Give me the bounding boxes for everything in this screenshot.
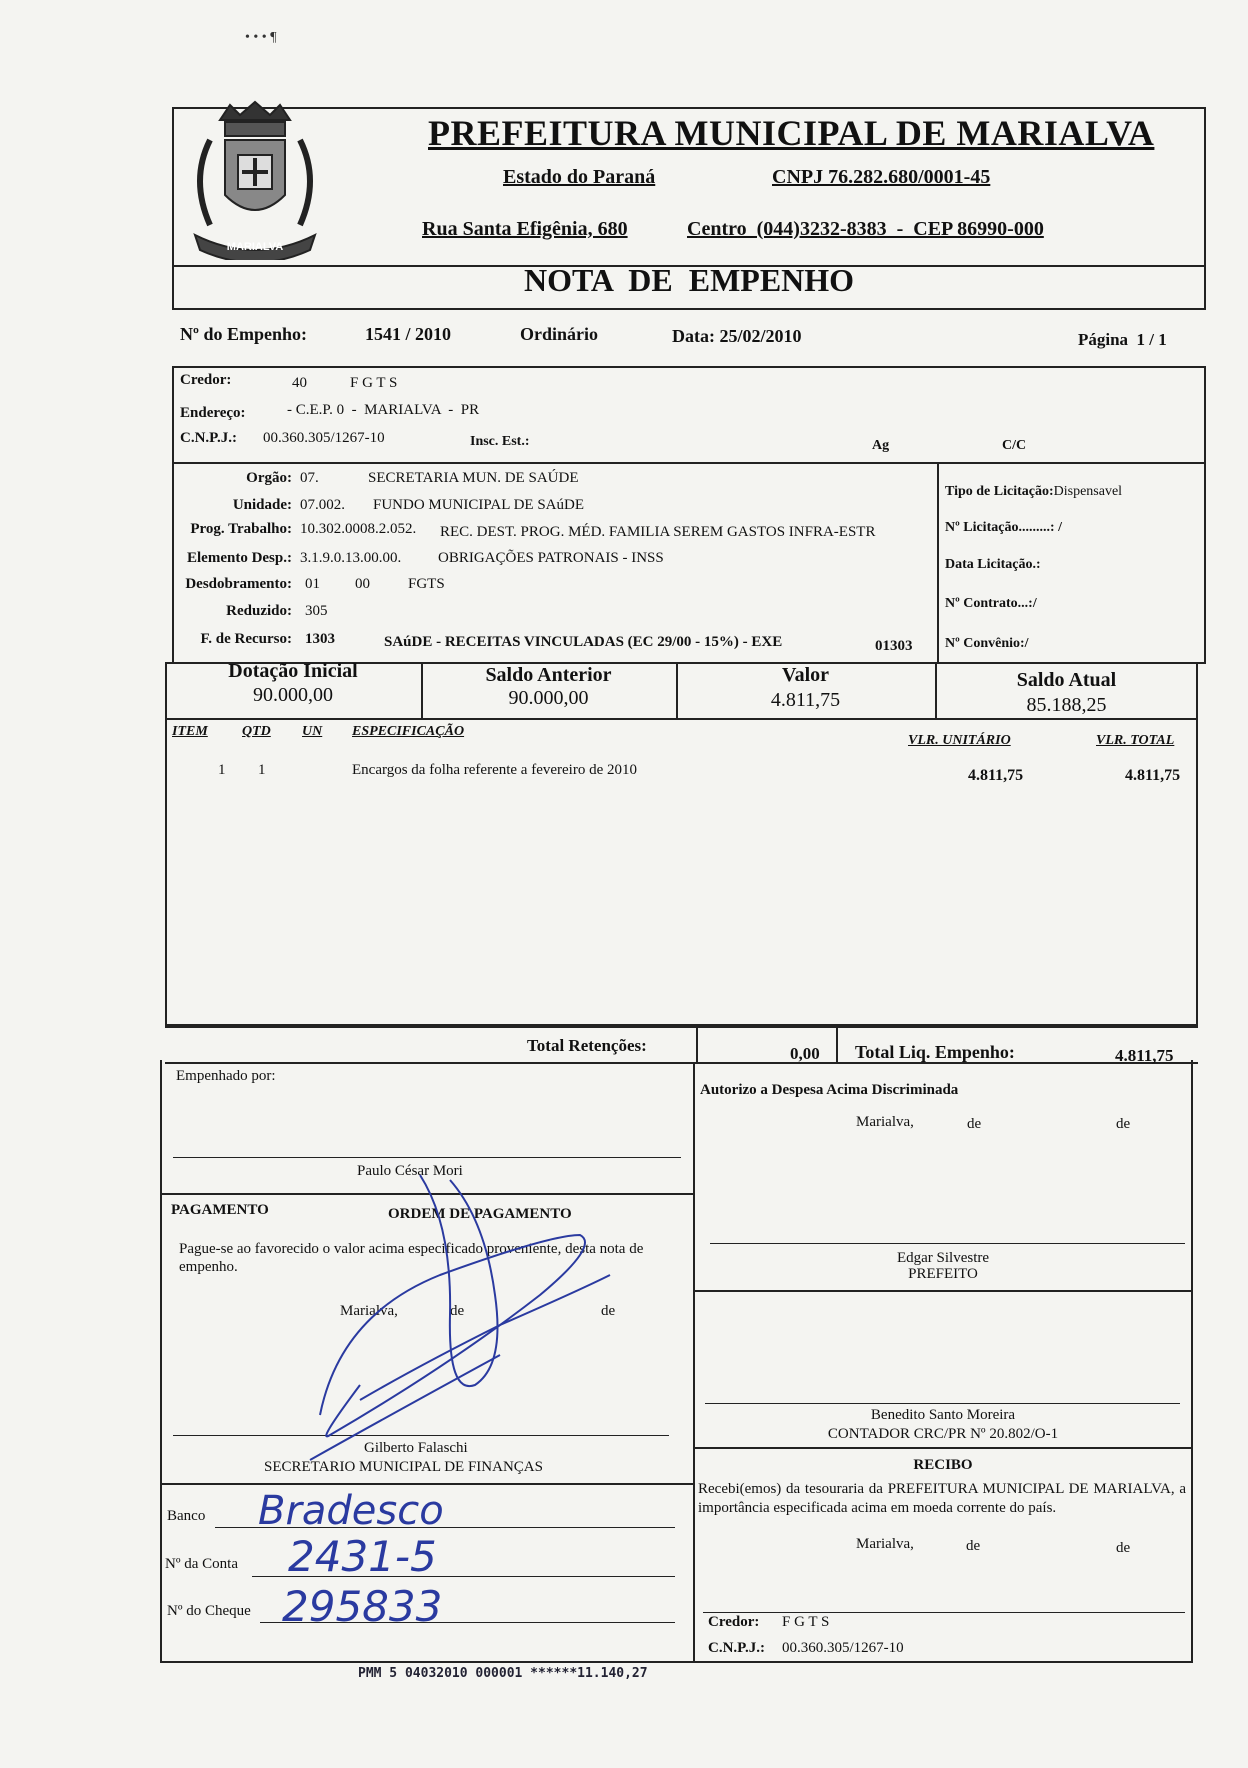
empenho-type: Ordinário (520, 324, 599, 344)
recibo-cnpj-label: C.N.P.J.: (708, 1640, 765, 1656)
credor-label: Credor: (180, 372, 232, 388)
col-spec: ESPECIFICAÇÃO (352, 724, 465, 739)
item-description: Encargos da folha referente a fevereiro de 2010 (352, 762, 637, 778)
desdobramento-label: Desdobramento: (185, 576, 292, 592)
divider (165, 1026, 1198, 1028)
item-total: 4.811,75 (1125, 767, 1181, 784)
prog-code: 10.302.0008.2.052. (300, 521, 417, 537)
dotacao-label: Dotação Inicial (228, 660, 358, 682)
saldo-anterior-value: 90.000,00 (508, 687, 589, 709)
cheque-label: Nº do Cheque (167, 1603, 251, 1619)
conta-label: Nº da Conta (165, 1556, 238, 1572)
secretary-name: Gilberto Falaschi (364, 1440, 468, 1456)
divider (696, 1026, 698, 1062)
valor-value: 4.811,75 (770, 689, 841, 711)
cheque-handwritten: 295833 (282, 1582, 443, 1631)
item-unit-price: 4.811,75 (968, 767, 1024, 784)
divider (693, 1447, 1193, 1449)
unidade-code: 07.002. (300, 497, 345, 513)
items-area (165, 718, 1198, 1026)
recibo-title: RECIBO (913, 1457, 973, 1473)
credor-code: 40 (292, 375, 307, 391)
signature-line (705, 1403, 1180, 1404)
col-un: UN (302, 724, 323, 739)
pagamento-text: Pague-se ao favorecido o valor acima especificado proveniente, desta nota de empenho. (179, 1241, 644, 1275)
item-qty: 1 (258, 762, 266, 778)
credor-address: - C.E.P. 0 - MARIALVA - PR (287, 402, 480, 418)
recurso-number: 01303 (875, 638, 913, 654)
total-liq-value: 4.811,75 (1115, 1046, 1174, 1065)
signature-line (710, 1243, 1185, 1244)
autorizo-de-2: de (1116, 1116, 1131, 1132)
saldo-atual-label: Saldo Atual (1016, 669, 1117, 691)
elemento-code: 3.1.9.0.13.00.00. (300, 550, 402, 566)
empenho-number: 1541 / 2010 (365, 324, 452, 344)
header-cnpj: CNPJ 76.282.680/0001-45 (772, 166, 991, 188)
desdobramento-name: FGTS (408, 576, 445, 592)
recibo-city: Marialva, (856, 1536, 914, 1552)
contrato-number: Nº Contrato...:/ (945, 596, 1037, 611)
licitacao-date: Data Licitação.: (945, 557, 1041, 572)
mayor-role: PREFEITO (908, 1266, 978, 1282)
header-state: Estado do Paraná (503, 166, 656, 188)
accountant-name: Benedito Santo Moreira (870, 1407, 1016, 1423)
pagamento-label: PAGAMENTO (171, 1202, 269, 1218)
orgao-name: SECRETARIA MUN. DE SAÚDE (368, 470, 579, 486)
reduzido-label: Reduzido: (226, 603, 292, 619)
col-qtd: QTD (242, 724, 271, 739)
col-unit-value: VLR. UNITÁRIO (908, 733, 1011, 748)
dotacao-value: 90.000,00 (253, 684, 333, 706)
ordem-pagamento-label: ORDEM DE PAGAMENTO (388, 1206, 572, 1222)
doc-title: NOTA DE EMPENHO (523, 262, 855, 298)
pagamento-de-2: de (601, 1303, 616, 1319)
col-item: ITEM (172, 724, 208, 739)
autorizo-title: Autorizo a Despesa Acima Discriminada (700, 1082, 959, 1098)
saldo-atual-value: 85.188,25 (1026, 694, 1107, 716)
unidade-label: Unidade: (232, 497, 292, 513)
saldo-anterior-label: Saldo Anterior (485, 664, 612, 686)
prog-name: REC. DEST. PROG. MÉD. FAMILIA SEREM GASTOS INFRA-ESTR (440, 524, 876, 540)
col-total-value: VLR. TOTAL (1096, 733, 1175, 748)
signature-line (703, 1612, 1185, 1613)
licitacao-tipo-label: Tipo de Licitação: (945, 484, 1054, 499)
elemento-label: Elemento Desp.: (187, 550, 292, 566)
empenhado-name: Paulo César Mori (357, 1163, 463, 1179)
empenho-label: Nº do Empenho: (180, 324, 307, 344)
recurso-label: F. de Recurso: (200, 631, 292, 647)
pagamento-de-1: de (450, 1303, 465, 1319)
accountant-role: CONTADOR CRC/PR Nº 20.802/O-1 (827, 1426, 1059, 1442)
autorizo-de-1: de (967, 1116, 982, 1132)
divider (937, 462, 939, 664)
desdobramento-b: 00 (355, 576, 370, 592)
recurso-name: SAúDE - RECEITAS VINCULADAS (EC 29/00 - 15%) - EXE (384, 634, 783, 650)
banco-handwritten: Bradesco (258, 1488, 444, 1534)
unidade-name: FUNDO MUNICIPAL DE SAúDE (373, 497, 584, 513)
cnpj-label: C.N.P.J.: (180, 430, 237, 446)
convenio-number: Nº Convênio:/ (945, 636, 1029, 651)
banco-label: Banco (167, 1508, 206, 1524)
signature-line (173, 1157, 681, 1158)
valor-label: Valor (781, 664, 830, 686)
recibo-credor-label: Credor: (708, 1614, 760, 1630)
address-label: Endereço: (180, 405, 246, 421)
divider (693, 1290, 1193, 1292)
handwritten-signature-icon (300, 1165, 700, 1465)
page-title: PREFEITURA MUNICIPAL DE MARIALVA (428, 113, 1155, 153)
orgao-label: Orgão: (246, 470, 292, 486)
total-liq-label: Total Liq. Empenho: (855, 1042, 1015, 1062)
cc-label: C/C (1002, 438, 1027, 453)
divider (162, 1483, 693, 1485)
conta-handwritten: 2431-5 (288, 1532, 437, 1581)
orgao-code: 07. (300, 470, 319, 486)
reduzido-value: 305 (305, 603, 328, 619)
recibo-text: Recebi(emos) da tesouraria da PREFEITURA MUNICIPAL DE MARIALVA, a importância especificada acima em moeda corrente do país. (698, 1481, 1186, 1516)
licitacao-tipo-value: Dispensavel (1053, 484, 1123, 499)
page-number: Página 1 / 1 (1078, 330, 1167, 349)
desdobramento-a: 01 (305, 576, 320, 592)
scan-mark: • • • ¶ (245, 30, 277, 45)
header-address: Centro (044)3232-8383 - CEP 86990-000 (687, 218, 1044, 240)
autorizo-city: Marialva, (856, 1114, 914, 1130)
empenhado-label: Empenhado por: (176, 1068, 276, 1084)
item-index: 1 (218, 762, 226, 778)
recibo-cnpj: 00.360.305/1267-10 (782, 1640, 904, 1656)
municipal-crest-icon (180, 100, 330, 260)
divider (836, 1026, 838, 1062)
recibo-credor-name: F G T S (782, 1614, 830, 1630)
secretary-role: SECRETARIO MUNICIPAL DE FINANÇAS (264, 1459, 543, 1475)
insc-label: Insc. Est.: (470, 434, 530, 449)
ag-label: Ag (872, 438, 890, 453)
retencoes-label: Total Retenções: (527, 1036, 647, 1055)
recibo-de-2: de (1116, 1540, 1131, 1556)
empenho-date: Data: 25/02/2010 (672, 326, 802, 346)
recibo-de-1: de (966, 1538, 981, 1554)
licitacao-number: Nº Licitação.........: / (945, 520, 1062, 535)
credor-cnpj: 00.360.305/1267-10 (263, 430, 385, 446)
pagamento-city: Marialva, (340, 1303, 398, 1319)
mechanical-stamp: PMM 5 04032010 000001 ******11.140,27 (358, 1666, 648, 1681)
elemento-name: OBRIGAÇÕES PATRONAIS - INSS (438, 550, 664, 566)
recurso-code: 1303 (305, 631, 335, 647)
crest-banner-text: MARIALVA (226, 241, 284, 253)
mayor-name: Edgar Silvestre (896, 1250, 990, 1266)
prog-label: Prog. Trabalho: (190, 521, 292, 537)
licitacao-tipo (945, 484, 1122, 500)
credor-name: F G T S (350, 375, 398, 391)
header-street: Rua Santa Efigênia, 680 (422, 218, 628, 240)
retencoes-value: 0,00 (790, 1044, 820, 1063)
